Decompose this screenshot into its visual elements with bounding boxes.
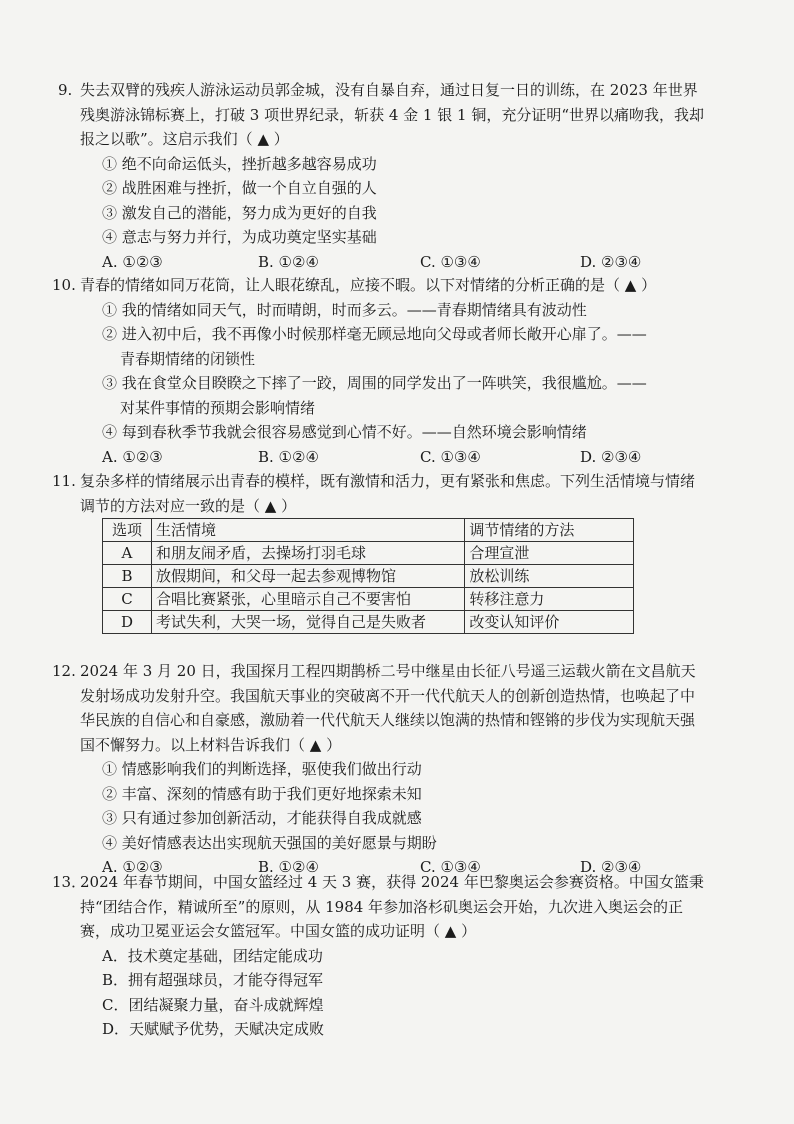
statement [80,371,705,420]
statement [80,420,705,445]
statement: ④ 意志与努力并行，为成功奠定坚实基础 [102,228,377,246]
statement-text: ① 我的情绪如同天气，时而晴朗，时而多云。——青春期情绪具有波动性 [102,300,587,319]
statement-continuation: 对某件事情的预期会影响情绪 [120,398,316,417]
table-row [103,542,634,565]
statement: ③ 激发自己的潜能，努力成为更好的自我 [102,203,377,222]
table-cell: 改变认知评价 [465,611,634,634]
options-row [80,445,705,470]
statement [80,322,705,371]
question-stem: 2024 年 3 月 20 日，我国探月工程四期鹊桥二号中继星由长征八号遥三运载火箭在文昌航天发射场成功发射升空。我国航天事业的突破离不开一代代航天人的创新创造热情，也唤起了中华民族的自信心和自豪感，激励着一代代航天人继续以饱满的热情和铿锵的步伐为实现航天强国不懈努力。以上材料告诉我们（ ▲ ） [80,662,696,754]
table-header: 调节情绪的方法 [465,519,634,542]
option-a: A. ①②③ [102,447,163,466]
question-number: 13． [52,873,87,891]
table-cell: 转移注意力 [465,588,634,611]
table-row [103,611,634,634]
option-b: B. ①②④ [258,252,319,271]
table-cell: 和朋友闹矛盾，去操场打羽毛球 [151,542,464,565]
table-cell: 放假期间，和父母一起去参观博物馆 [151,565,464,588]
question-number: 12. [52,662,76,680]
statement-continuation: 青春期情绪的闭锁性 [120,349,256,368]
option-d: D．天赋赋予优势，天赋决定成败 [102,1020,325,1038]
table-cell: D [103,611,152,634]
option-a: A．技术奠定基础，团结定能成功 [102,946,323,965]
question-10 [52,273,705,469]
table-cell: A [103,542,152,565]
option-d: D. ②③④ [580,447,642,466]
option-c: C. ①③④ [420,252,481,271]
question-9 [58,78,705,274]
question-number: 11. [52,472,76,490]
statement-text: ④ 每到春秋季节我就会很容易感觉到心情不好。——自然环境会影响情绪 [102,423,587,441]
statement: ② 丰富、深刻的情感有助于我们更好地探索未知 [102,784,422,803]
table-row [103,588,634,611]
table-header-row [103,519,634,542]
table-row [103,565,634,588]
statement: ② 战胜困难与挫折，做一个自立自强的人 [102,179,377,197]
statement: ① 情感影响我们的判断选择，驱使我们做出行动 [102,760,422,778]
table-cell: 合唱比赛紧张，心里暗示自己不要害怕 [151,588,464,611]
option-d: D. ②③④ [580,858,642,876]
option-c: C. ①③④ [420,858,481,876]
option-b: B. ①②④ [258,447,319,466]
option-c: C．团结凝聚力量，奋斗成就辉煌 [102,995,324,1014]
option-a: A. ①②③ [102,252,163,271]
option-a: A. ①②③ [102,858,163,876]
question-stem: 青春的情绪如同万花筒，让人眼花缭乱，应接不暇。以下对情绪的分析正确的是（ ▲ ） [80,276,657,294]
options-row [80,250,705,275]
table-cell: B [103,565,152,588]
table-cell: 放松训练 [465,565,634,588]
statement-text: ③ 我在食堂众目睽睽之下摔了一跤，周围的同学发出了一阵哄笑，我很尴尬。—— [102,374,647,392]
table-header: 生活情境 [151,519,464,542]
question-11 [52,469,705,634]
option-b: B. ①②④ [258,858,319,876]
table-cell: 考试失利，大哭一场，觉得自己是失败者 [151,611,464,634]
situation-table [102,518,634,634]
question-stem: 2024 年春节期间，中国女篮经过 4 天 3 赛，获得 2024 年巴黎奥运会参赛资格。中国女篮秉持“团结合作，精诚所至”的原则，从 1984 年参加洛杉矶奥运会开始，九次进入奥运会的正赛，成功卫冕亚运会女篮冠军。中国女篮的成功证明（ ▲ ） [80,873,704,940]
question-stem: 复杂多样的情绪展示出青春的模样，既有激情和活力，更有紧张和焦虑。下列生活情境与情绪调节的方法对应一致的是（ ▲ ） [80,472,696,515]
statement-text: ② 进入初中后，我不再像小时候那样毫无顾忌地向父母或者师长敞开心扉了。—— [102,325,647,343]
statement: ④ 美好情感表达出实现航天强国的美好愿景与期盼 [102,833,437,852]
question-number: 9. [58,81,73,99]
question-12 [52,659,705,880]
table-cell: 合理宣泄 [465,542,634,565]
option-d: D. ②③④ [580,252,642,271]
statement: ③ 只有通过参加创新活动，才能获得自我成就感 [102,809,422,827]
question-number: 10. [52,276,76,294]
statement [80,298,705,323]
question-stem: 失去双臂的残疾人游泳运动员郭金城，没有自暴自弃，通过日复一日的训练，在 2023 年世界残奥游泳锦标赛上，打破 3 项世界纪录，斩获 4 金 1 银 1 铜，充分证明“世界以痛吻我，我却报之以歌”。这启示我们（ ▲ ） [80,81,704,148]
table-header: 选项 [103,519,152,542]
statement: ① 绝不向命运低头，挫折越多越容易成功 [102,154,377,173]
table-cell: C [103,588,152,611]
question-13 [52,870,705,1042]
option-c: C. ①③④ [420,447,481,466]
option-b: B．拥有超强球员，才能夺得冠军 [102,971,324,989]
